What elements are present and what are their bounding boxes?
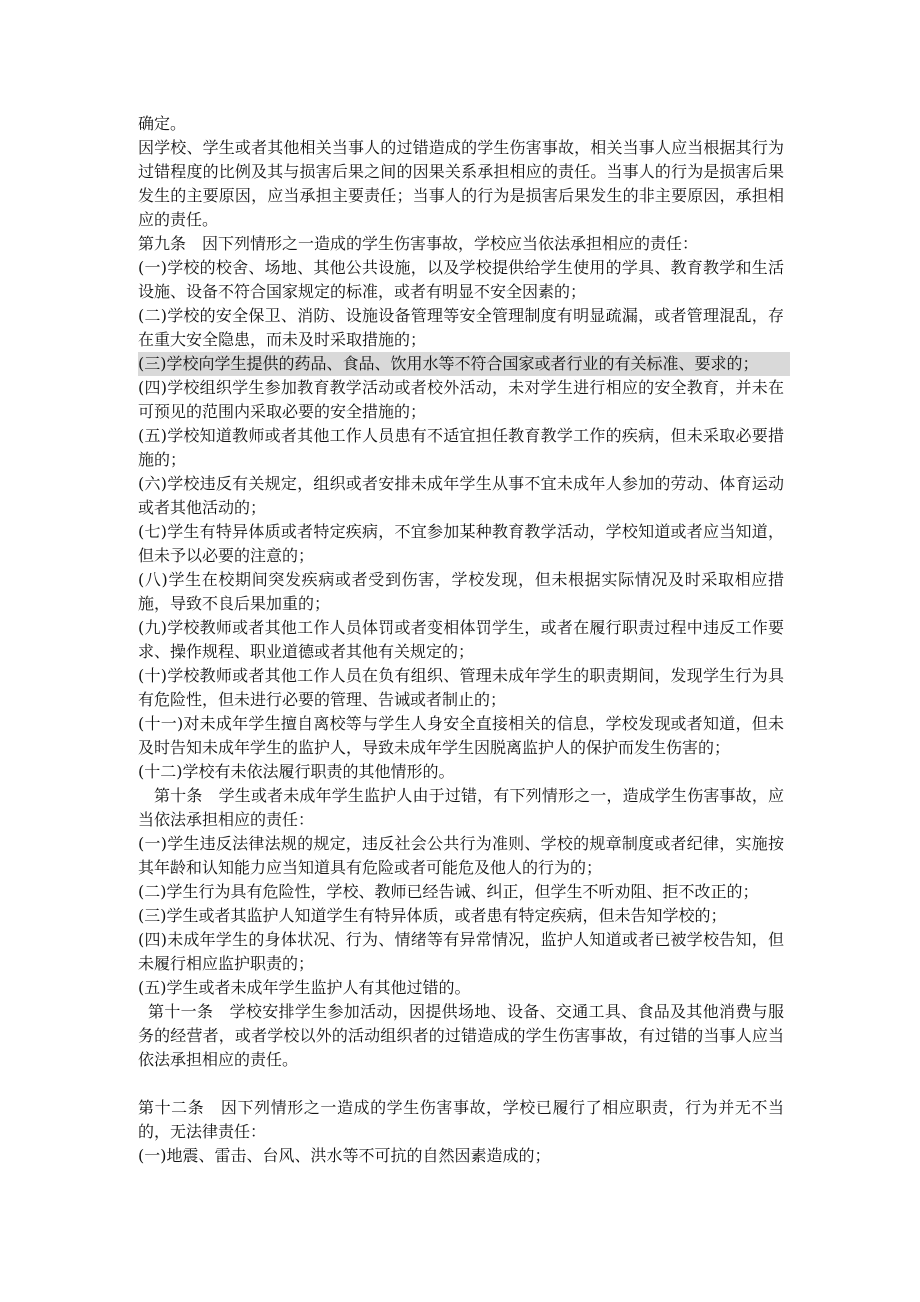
article-12-item-1: (一)地震、雷击、台风、洪水等不可抗的自然因素造成的； bbox=[138, 1146, 551, 1165]
article-9-item-5: (五)学校知道教师或者其他工作人员患有不适宜担任教育教学工作的疾病，但未采取必要措施的； bbox=[138, 426, 784, 469]
article-9-item-3-highlighted: (三)学校向学生提供的药品、食品、饮用水等不符合国家或者行业的有关标准、要求的； bbox=[138, 352, 790, 376]
article-10-item-1: (一)学生违反法律法规的规定，违反社会公共行为准则、学校的规章制度或者纪律，实施按其年龄和认知能力应当知道具有危险或者可能危及他人的行为的； bbox=[138, 834, 784, 877]
document-body bbox=[138, 112, 784, 1168]
article-10-item-5: (五)学生或者未成年学生监护人有其他过错的。 bbox=[138, 978, 471, 997]
article-9-item-9: (九)学校教师或者其他工作人员体罚或者变相体罚学生，或者在履行职责过程中违反工作要求、操作规程、职业道德或者其他有关规定的； bbox=[138, 618, 784, 661]
article-10-item-2: (二)学生行为具有危险性，学校、教师已经告诫、纠正，但学生不听劝阻、拒不改正的； bbox=[138, 882, 759, 901]
article-9-item-8: (八)学生在校期间突发疾病或者受到伤害，学校发现，但未根据实际情况及时采取相应措施，导致不良后果加重的； bbox=[138, 570, 784, 613]
paragraph-continuation: 确定。 bbox=[138, 114, 187, 133]
article-10-item-3: (三)学生或者其监护人知道学生有特异体质，或者患有特定疾病，但未告知学校的； bbox=[138, 906, 727, 925]
article-9-item-2: (二)学校的安全保卫、消防、设施设备管理等安全管理制度有明显疏漏，或者管理混乱，存在重大安全隐患，而未及时采取措施的； bbox=[138, 306, 784, 349]
article-12-heading: 第十二条 因下列情形之一造成的学生伤害事故，学校已履行了相应职责，行为并无不当的，无法律责任： bbox=[138, 1098, 784, 1141]
article-9-item-6: (六)学校违反有关规定，组织或者安排未成年学生从事不宜未成年人参加的劳动、体育运动或者其他活动的； bbox=[138, 474, 784, 517]
blank-line bbox=[138, 1072, 784, 1096]
article-9-item-7: (七)学生有特异体质或者特定疾病，不宜参加某种教育教学活动，学校知道或者应当知道，但未予以必要的注意的； bbox=[138, 522, 784, 565]
article-10-heading: 第十条 学生或者未成年学生监护人由于过错，有下列情形之一，造成学生伤害事故，应当依法承担相应的责任： bbox=[138, 786, 784, 829]
article-9-item-1: (一)学校的校舍、场地、其他公共设施，以及学校提供给学生使用的学具、教育教学和生活设施、设备不符合国家规定的标准，或者有明显不安全因素的； bbox=[138, 258, 784, 301]
article-9-heading: 第九条 因下列情形之一造成的学生伤害事故，学校应当依法承担相应的责任： bbox=[138, 234, 699, 253]
article-9-item-11: (十一)对未成年学生擅自离校等与学生人身安全直接相关的信息，学校发现或者知道，但未及时告知未成年学生的监护人，导致未成年学生因脱离监护人的保护而发生伤害的； bbox=[138, 714, 784, 757]
article-9-item-12: (十二)学校有未依法履行职责的其他情形的。 bbox=[138, 762, 455, 781]
article-9-item-4: (四)学校组织学生参加教育教学活动或者校外活动，未对学生进行相应的安全教育，并未在可预见的范围内采取必要的安全措施的； bbox=[138, 378, 784, 421]
article-11-paragraph: 第十一条 学校安排学生参加活动，因提供场地、设备、交通工具、食品及其他消费与服务的经营者，或者学校以外的活动组织者的过错造成的学生伤害事故，有过错的当事人应当依法承担相应的责任。 bbox=[138, 1002, 784, 1069]
paragraph-fault-liability: 因学校、学生或者其他相关当事人的过错造成的学生伤害事故，相关当事人应当根据其行为过错程度的比例及其与损害后果之间的因果关系承担相应的责任。当事人的行为是损害后果发生的主要原因，应当承担主要责任；当事人的行为是损害后果发生的非主要原因，承担相应的责任。 bbox=[138, 138, 784, 229]
article-9-item-10: (十)学校教师或者其他工作人员在负有组织、管理未成年学生的职责期间，发现学生行为具有危险性，但未进行必要的管理、告诫或者制止的； bbox=[138, 666, 784, 709]
article-10-item-4: (四)未成年学生的身体状况、行为、情绪等有异常情况，监护人知道或者已被学校告知，但未履行相应监护职责的； bbox=[138, 930, 784, 973]
